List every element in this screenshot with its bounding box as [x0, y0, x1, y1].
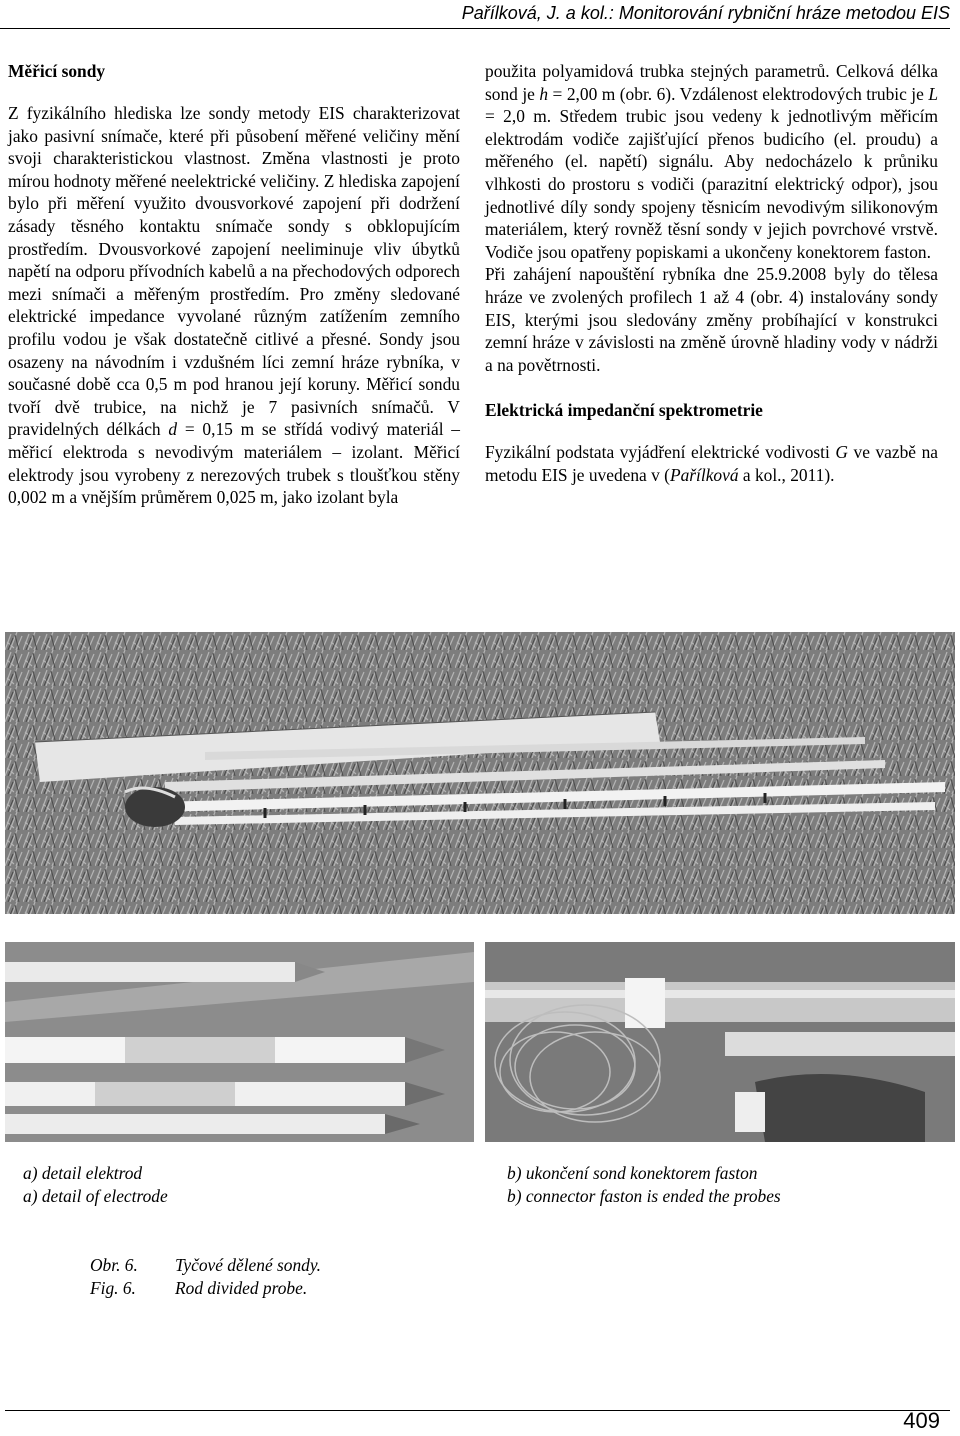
caption-b — [507, 1162, 781, 1208]
photo-connector-faston — [485, 942, 955, 1142]
variable-G: G — [835, 442, 848, 463]
running-header — [0, 0, 950, 29]
figure-caption — [90, 1254, 321, 1300]
figure-number-en: Fig. 6. — [90, 1278, 136, 1298]
variable-h: h — [539, 83, 549, 104]
paragraph: Při zahájení napouštění rybníka dne 25.9.2008 byly do tělesa hráze ve zvolených profilech 1 až 4 (obr. 4) instalovány sondy EIS, kterými jsou sledovány změny probíhající v konstrukci zemní hráze v závislosti na změně úrovně hladiny vody v nádrži a na povětrnosti. — [485, 264, 938, 375]
caption-b-cz: b) ukončení sond konektorem faston — [507, 1163, 758, 1183]
caption-a-en: a) detail of electrode — [23, 1186, 168, 1206]
figure-title-en: Rod divided probe. — [175, 1278, 308, 1298]
running-title: Pařílková, J. a kol.: Monitorování rybniční hráze metodou EIS — [461, 3, 950, 23]
paragraph: použita polyamidová trubka stejných parametrů. Celková délka sond je h = 2,00 m (obr. 6). Vzdálenost elektrodových trubic je L = 2,0 m. Středem trubic jsou vedeny k jednotlivým měřicím elektrodám vodiče zajišťující přenos budicího (el. proudu) a měřeného (el. napětí) signálu. Aby nedocházelo k průniku vlhkosti do prostoru s vodiči (parazitní elektrický odpor), jsou jednotlivé díly sondy spojeny těsnicím nevodivým silikonovým materiálem, který rovněž těsní sondy v jejich povrchové vrstvě. Vodiče jsou opatřeny popiskami a ukončeny konektorem faston. — [485, 61, 939, 262]
right-column — [485, 60, 938, 487]
footer-rule — [5, 1410, 950, 1411]
variable-d: d — [168, 419, 178, 440]
photo-electrode-detail — [5, 942, 474, 1142]
figure-number-cz: Obr. 6. — [90, 1255, 138, 1275]
section-heading-eis: Elektrická impedanční spektrometrie — [485, 400, 763, 421]
citation: Pařílková — [669, 464, 739, 485]
page-number: 409 — [903, 1408, 940, 1433]
caption-b-en: b) connector faston is ended the probes — [507, 1186, 781, 1206]
left-column — [8, 60, 460, 509]
figure-title-cz: Tyčové dělené sondy. — [175, 1255, 321, 1275]
variable-L: L — [928, 83, 939, 104]
section-heading-probes: Měřicí sondy — [8, 61, 106, 81]
caption-a — [23, 1162, 168, 1208]
paragraph: Z fyzikálního hlediska lze sondy metody EIS charakterizovat jako pasivní snímače, které při působení měřené veličiny mění svoji charakteristickou vlastnost. Změna vlastnosti je proto mírou hodnoty měřené neelektrické veličiny. Z hlediska zapojení bylo při měření využito dvousvorkové zapojení při dodržení zásady těsného kontaktu snímače sondy s obklopujícím prostředím. Dvousvorkové zapojení neeliminuje vliv úbytků napětí na odporu přívodních kabelů a na přechodových odporech mezi snímači a měřeným prostředím. Pro změny sledované elektrické impedance vyvolané různým zatížením zemního profilu vodou je však dostatečně citlivé a přesné. Sondy jsou osazeny na návodním i vzdušném líci zemní hráze rybníka, v současné době cca 0,5 m pod hranou její koruny. Měřicí sondu tvoří dvě trubice, na nichž je 7 pasivních snímačů. V pravidelných délkách d = 0,15 m se střídá vodivý materiál – měřicí elektroda s nevodivým materiálem – izolant. Měřicí elektrody jsou vyrobeny z nerezových trubek s tloušťkou stěny 0,002 m a vnějším průměrem 0,025 m, jako izolant byla — [8, 103, 461, 508]
photo-probes-on-grass — [5, 632, 955, 914]
paragraph: Fyzikální podstata vyjádření elektrické vodivosti G ve vazbě na metodu EIS je uvedena v (Pařílková a kol., 2011). — [485, 442, 938, 485]
caption-a-cz: a) detail elektrod — [23, 1163, 143, 1183]
